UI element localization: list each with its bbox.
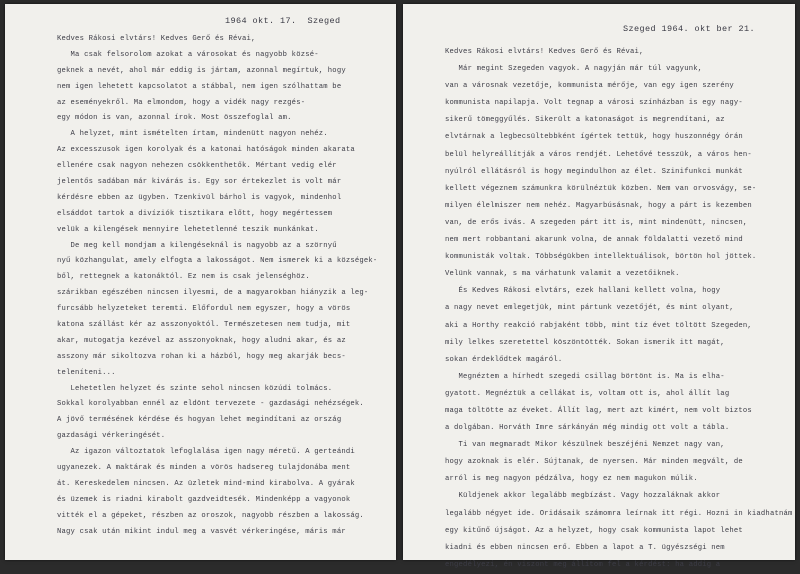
typed-line: az eseményekről. Ma elmondom, hogy a vidék nagy rezgés- — [57, 98, 306, 107]
typed-line: Velünk vannak, s ma várhatunk valamit a vezetőiknek. — [445, 270, 680, 279]
typed-line: a nagy nevet emlegetjük, mint pártunk vezetőjét, és mint olyant, — [445, 304, 734, 313]
typed-line: belül helyreállítják a város rendjét. Lehetővé tesszük, a város hen- — [445, 150, 752, 159]
typed-line: ből, rettegnek a katonáktól. Ez nem is csak jelenséghöz. — [57, 273, 310, 282]
typed-line: a dolgában. Horváth Imre sárkányán még mindig ott volt a tábla. — [445, 424, 730, 433]
letter-page-left — [5, 4, 396, 560]
typed-line: sikerű tömeggyűlés. Sikerült a katonaságot is megrendítani, az — [445, 116, 725, 125]
typed-line: asszony már sikoltozva rohan ki a házból, hogy meg akarják becs- — [57, 352, 346, 361]
typed-line: Ti van megmaradt Mikor készülnek beszéjéni Nemzet nagy van, — [445, 441, 725, 450]
letter-date-header: 1964 okt. 17. Szeged — [225, 16, 341, 26]
typed-line: Ma csak felsorolom azokat a városokat és nagyobb közsé- — [57, 50, 319, 59]
typed-line: Lehetetlen helyzet és szinte sehol nincsen közúdi tolmács. — [57, 384, 333, 393]
typed-line: nyúlról ellátásról is hogy megindulhon az élet. Szinifunkci munkát — [445, 167, 743, 176]
typed-line: egy módon is van, azonnal írok. Most összefoglal am. — [57, 114, 292, 123]
typed-line: nem igen lehetett kapcsolatot a stábbal, nem igen szólhattam be — [57, 82, 342, 91]
typed-line: kommunista napilapja. Volt tegnap a városi színházban is egy nagy- — [445, 99, 743, 108]
typed-line: kellett végeznem számunkra körülnéztük közben. Nem van orvosvágy, se- — [445, 184, 757, 193]
typed-line: mily lelkes szeretettel köszöntötték. Sokan ismerik itt magát, — [445, 338, 725, 347]
typed-line: arról is meg nagyon pédzálva, hogy ez nem magukon múlik. — [445, 475, 698, 484]
typed-line: és üzemek is riadni kirabolt gazdveidtesék. Mindenképp a vagyonok — [57, 495, 351, 504]
typed-line: maga töltötte az éveket. Állít lag, mert azt kimért, nem volt biztos — [445, 406, 752, 415]
typed-line: furcsább helyzeteket teremti. Előfordul nem egyszer, hogy a vörös — [57, 305, 351, 314]
typed-line: legalább négyet ide. Oridásaik számomra leírnak itt régi. Hozni in kiadhatnám — [445, 509, 793, 518]
typed-line: A helyzet, mint ismételten írtam, mindenütt nagyon nehéz. — [57, 130, 328, 139]
typed-line: gazdasági vérkeringését. — [57, 432, 166, 441]
typed-line: van a városnak vezetője, kommunista mérője, van egy igen szerény — [445, 82, 734, 91]
typed-line: elsáddot tartok a divíziók tisztikara előtt, hogy megértessem — [57, 209, 333, 218]
typed-line: nem mert robbantani akarunk volna, de annak földalatti vezető mind — [445, 236, 743, 245]
typed-line: van, de erős ivás. A szegeden párt itt is, mint mindenütt, nincsen, — [445, 218, 748, 227]
typed-line: Nagy csak után mikint indul meg a vasvét vérkeringése, máris már — [57, 527, 346, 536]
letter-date-header: Szeged 1964. okt ber 21. — [623, 24, 756, 34]
typed-line: milyen élelmiszer nem nehéz. Magyarbúsásnak, hogy a párt is kezemben — [445, 201, 752, 210]
typed-line: És Kedves Rákosi elvtárs, ezek hallani kellett volna, hogy — [445, 287, 721, 296]
typed-line: elvtárnak a legbecsültebbként ígértek tettük, hogy huszonnégy órán — [445, 133, 743, 142]
typed-line: De meg kell mondjam a kilengéseknál is nagyobb az a szörnyű — [57, 241, 337, 250]
typed-line: engedélyezi, én viszont meg állítom fel a kérdést: ha addig a — [445, 560, 721, 569]
typed-line: egy kitűnő újságot. Az a helyzet, hogy csak kommunista lapot lehet — [445, 526, 743, 535]
typed-line: velük a kilengések mennyire lehetetlenné teszik munkánkat. — [57, 225, 319, 234]
typed-line: kérdésre ebben az ügyben. Tzenkivül bárhol is vagyok, mindenhol — [57, 193, 342, 202]
typed-line: Az excesszusok igen korolyak és a katonai hatóságok minden akarata — [57, 146, 355, 155]
letter-page-right — [403, 4, 795, 569]
typed-line: Küldjenek akkor legalább megbízást. Vagy hozzaláknak akkor — [445, 492, 721, 501]
typed-line: Sokkal korolyabban ennél az eldönt tervezete - gazdasági nehézségek. — [57, 400, 364, 409]
typed-line: hogy azoknak is elér. Sújtanak, de nyersen. Már minden megvált, de — [445, 458, 743, 467]
typed-line: vitték el a gépeket, részben az oroszok, nagyobb részben a lakosság. — [57, 511, 364, 520]
typed-line: Kedves Rákosi elvtárs! Kedves Gerő és Révai, — [57, 35, 256, 43]
typed-line: katona szállást kér az asszonyoktól. Természetesen nem tudja, mit — [57, 321, 351, 330]
typed-line: nyű közhangulat, amely elfogta a lakosságot. Nem ismerek ki a községek- — [57, 257, 378, 266]
typed-line: át. Kereskedelem nincsen. Az üzletek mind-mind kirabolva. A gyárak — [57, 479, 355, 488]
letter-body — [445, 44, 793, 574]
typed-line: teleníteni... — [57, 368, 116, 377]
typed-line: gyatott. Megnéztük a cellákat is, voltam ott is, ahol állít lag — [445, 389, 730, 398]
typed-line: ellenére csak nagyon nehezen csökkenthetők. Mértant vedig elér — [57, 162, 337, 171]
letter-body — [57, 32, 387, 541]
typed-line: Megnéztem a hírhedt szegedi csillag börtönt is. Ma is elha- — [445, 372, 725, 381]
typed-line: Már megint Szegeden vagyok. A nagyján már túl vagyunk, — [445, 65, 703, 74]
typed-line: geknek a nevét, ahol már eddig is jártam, azonnal megírtuk, hogy — [57, 66, 346, 75]
typed-line: kommunisták voltak. Többségükben intellektuálisok, börtön hol jöttek. — [445, 253, 757, 262]
typed-line: ugyanezek. A maktárak és minden a vörös hadsereg tulajdonába ment — [57, 464, 351, 473]
typed-line: Az igazon változtatok lefoglalása igen nagy méretű. A gerteándi — [57, 448, 355, 457]
typed-line: sokan érdeklődtek magáról. — [445, 355, 563, 364]
typed-line: A jövő termésének kérdése és hogyan lehet megindítani az ország — [57, 416, 342, 425]
typed-line: szárikban egészében nincsen ilyesmi, de a magyarokban hiányzik a leg- — [57, 289, 369, 298]
typed-line: aki a Horthy reakció rabjaként több, mint tíz évet töltött Szegeden, — [445, 321, 752, 330]
typed-line: kiadni és ebben nincsen erő. Ebben a lapot a T. ügyészségi nem — [445, 543, 725, 552]
typed-line: jelentős sadában már kivárás is. Egy sor értekezlet is volt már — [57, 178, 342, 187]
typed-line: akar, mutogatja kezével az asszonyoknak, hogy aludni akar, és az — [57, 336, 346, 345]
typed-line: Kedves Rákosi elvtárs! Kedves Gerő és Révai, — [445, 48, 644, 56]
